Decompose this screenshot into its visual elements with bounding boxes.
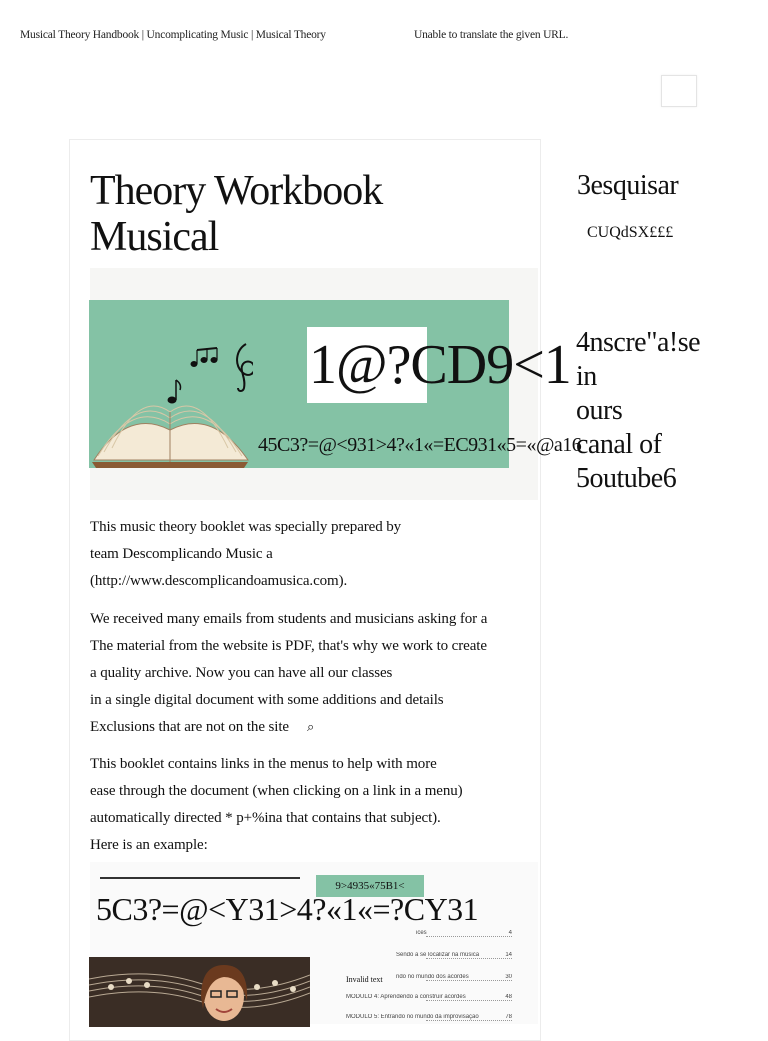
toc-row: MÓDULO 4: Aprendendo a construir acordes 48 xyxy=(346,994,512,1000)
subscribe-line-5[interactable]: 5outube6 xyxy=(576,463,677,494)
links-line-2: ease through the document (when clicking on a link in a menu) xyxy=(90,783,463,799)
links-line-4: Here is an example: xyxy=(90,837,208,853)
invalid-text-label: Invalid text xyxy=(346,975,383,984)
example-tag: 9>4935«75B1< xyxy=(316,875,424,897)
subscribe-line-4[interactable]: canal of xyxy=(576,429,662,460)
sidebar-subscribe-block xyxy=(576,326,756,496)
document-title xyxy=(90,168,382,260)
description-line-1: We received many emails from students and musicians asking for a xyxy=(90,611,488,627)
description-line-2: The material from the website is PDF, that's why we work to create xyxy=(90,638,487,654)
description-line-5-text: Exclusions that are not on the site xyxy=(90,719,289,735)
sidebar-search-title: 3esquisar xyxy=(577,170,679,201)
banner-code-text: 1@?CD9<1 xyxy=(309,334,571,396)
description-line-5 xyxy=(90,714,490,741)
toc-row: MÓDULO 5: Entrando no mundo da improvisação 78 xyxy=(346,1014,512,1020)
translate-error-text: Unable to translate the given URL. xyxy=(414,29,569,41)
top-action-button[interactable] xyxy=(661,75,697,107)
banner-subtitle: 45C3?=@<931>4?«1«=EC931«5=«@a16 xyxy=(258,434,582,456)
intro-line-2 xyxy=(90,541,398,568)
toc-row: ndo no mundo dos acordes 30 xyxy=(396,974,512,980)
document-title-line2: Musical xyxy=(90,214,219,260)
intro-word-a: a xyxy=(266,546,273,562)
description-line-3: a quality archive. Now you can have all our classes xyxy=(90,665,393,681)
subscribe-line-3: ours xyxy=(576,395,623,426)
intro-word-team: team xyxy=(90,546,119,562)
toc-row: Sendo a se localizar na música 14 xyxy=(396,952,512,958)
music-sheet-icon xyxy=(89,957,310,1027)
subscribe-line-1: 4nscre"a!se xyxy=(576,327,701,358)
page-title-bar: Musical Theory Handbook | Uncomplicating Music | Musical Theory xyxy=(20,29,326,41)
links-paragraph xyxy=(90,751,490,859)
example-photo xyxy=(89,957,310,1027)
open-book-icon xyxy=(88,338,253,470)
intro-line-1: This music theory booklet was specially prepared by xyxy=(90,519,402,535)
description-line-4: in a single digital document with some additions and details xyxy=(90,692,444,708)
description-paragraph xyxy=(90,606,490,741)
sidebar-search-input[interactable]: CUQdSX£££ xyxy=(587,224,674,241)
intro-line-3[interactable]: (http://www.descomplicandoamusica.com). xyxy=(90,573,348,589)
example-rule xyxy=(100,877,300,879)
subscribe-line-2: in xyxy=(576,361,597,392)
intro-word-brand: Descomplicando Music xyxy=(122,546,263,562)
intro-paragraph xyxy=(90,514,490,595)
toc-row: ices 4 xyxy=(416,930,512,936)
magnifier-icon: ⌕ xyxy=(306,720,315,735)
links-line-3: automatically directed * p+%ina that contains that subject). xyxy=(90,810,441,826)
example-heading: 5C3?=@<Y31>4?«1«=?CY31 xyxy=(96,891,479,927)
document-title-line1: Theory Workbook xyxy=(90,168,383,214)
links-line-1: This booklet contains links in the menus to help with more xyxy=(90,756,437,772)
